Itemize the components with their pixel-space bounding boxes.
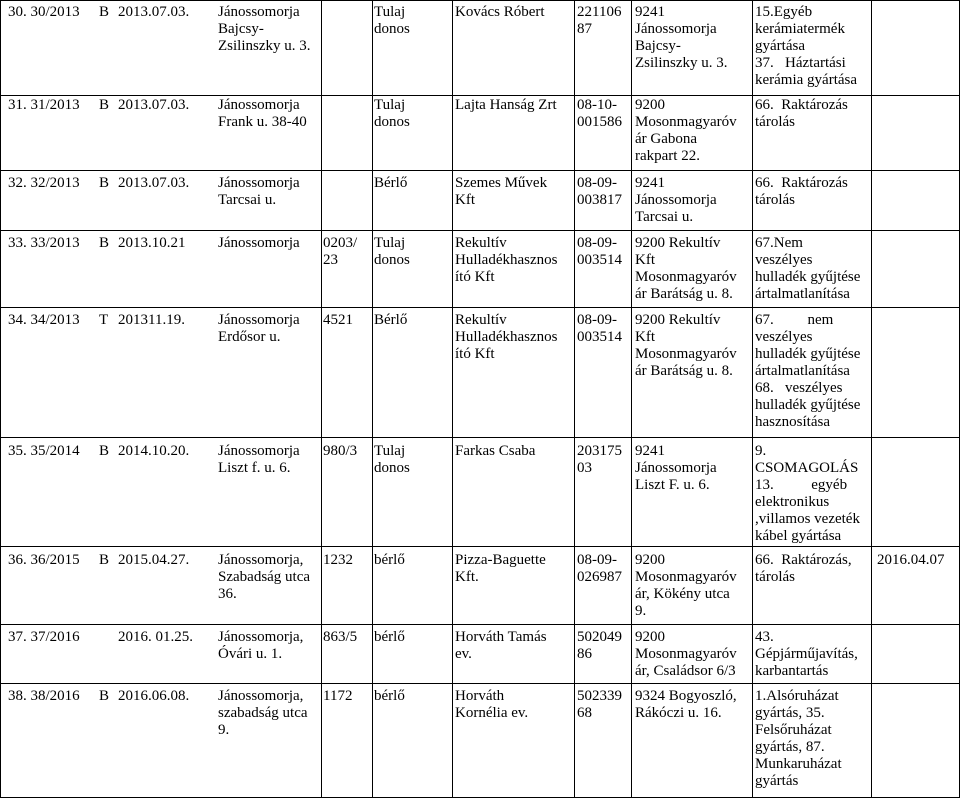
cell-entry-number xyxy=(8,235,98,252)
cell-line: hasznosítása xyxy=(755,414,830,430)
cell-tax-number xyxy=(577,629,633,663)
cell-operator-address xyxy=(635,4,753,72)
cell-operator-address xyxy=(635,97,753,165)
cell-line: 1.Alsóruházat xyxy=(755,688,839,704)
cell-line: 13. egyéb xyxy=(755,477,848,493)
row-border xyxy=(0,546,960,547)
cell-line: Tulaj xyxy=(374,4,406,20)
cell-line: kerámia gyártása xyxy=(755,72,858,88)
cell-line: 43. xyxy=(755,629,774,645)
cell-line: Szabadság utca xyxy=(218,569,311,585)
cell-activity xyxy=(755,4,873,89)
cell-line: gyártás, 87. xyxy=(755,739,825,755)
cell-site-address xyxy=(218,443,321,477)
cell-line: Horváth xyxy=(455,688,505,704)
cell-line: 502049 xyxy=(577,629,622,645)
cell-line: 221106 xyxy=(577,4,622,20)
cell-ownership xyxy=(374,312,452,329)
cell-line: Kovács Róbert xyxy=(455,4,545,20)
cell-activity xyxy=(755,552,873,586)
cell-line: 003514 xyxy=(577,252,622,268)
cell-ownership xyxy=(374,97,452,131)
cell-closing-date xyxy=(877,552,957,569)
row-border xyxy=(0,437,960,438)
cell-tax-number xyxy=(577,552,633,586)
cell-line: Tarcsai u. xyxy=(635,209,694,225)
cell-line: 2013.07.03. xyxy=(118,175,190,191)
cell-line: 2013.10.21 xyxy=(118,235,186,251)
cell-line: Jánossomorja xyxy=(635,21,717,37)
cell-line: 2014.10.20. xyxy=(118,443,190,459)
cell-type-code xyxy=(99,175,115,192)
cell-operator-address xyxy=(635,235,753,303)
cell-registration-date xyxy=(118,688,216,705)
cell-tax-number xyxy=(577,97,633,131)
cell-tax-number xyxy=(577,4,633,38)
cell-operator-name xyxy=(455,629,573,663)
cell-line: ár, Kökény utca xyxy=(635,586,730,602)
cell-operator-name xyxy=(455,4,573,21)
cell-line: ártalmatlanítása xyxy=(755,363,850,379)
cell-line: ár Gabona xyxy=(635,131,698,147)
cell-entry-number xyxy=(8,688,98,705)
cell-line: 08-09- xyxy=(577,312,617,328)
cell-line: Mosonmagyaróv xyxy=(635,569,737,585)
cell-line: 2015.04.27. xyxy=(118,552,190,568)
row-border xyxy=(0,307,960,308)
cell-ownership xyxy=(374,552,452,569)
cell-entry-number xyxy=(8,175,98,192)
cell-line: 35. 35/2014 xyxy=(8,443,80,459)
cell-line: 67. nem xyxy=(755,312,834,328)
cell-line: B xyxy=(99,443,110,459)
cell-line: Mosonmagyaróv xyxy=(635,269,737,285)
cell-line: 23 xyxy=(323,252,338,268)
cell-type-code xyxy=(99,235,115,252)
cell-line: 980/3 xyxy=(323,443,358,459)
cell-line: 9. xyxy=(635,603,647,619)
cell-registration-date xyxy=(118,629,216,646)
cell-line: Bérlő xyxy=(374,175,408,191)
cell-registration-date xyxy=(118,552,216,569)
cell-parcel-number xyxy=(323,235,371,269)
cell-line: Kft. xyxy=(455,569,479,585)
cell-line: 9324 Bogyoszló, xyxy=(635,688,737,704)
cell-line: Rákóczi u. 16. xyxy=(635,705,722,721)
cell-line: Bajcsy- xyxy=(635,38,681,54)
cell-line: gyártás, 35. xyxy=(755,705,825,721)
cell-line: Bérlő xyxy=(374,312,408,328)
cell-line: donos xyxy=(374,460,410,476)
cell-line: 66. Raktározás xyxy=(755,175,848,191)
cell-line: T xyxy=(99,312,109,328)
cell-line: tárolás xyxy=(755,569,795,585)
cell-operator-address xyxy=(635,443,753,494)
cell-line: 026987 xyxy=(577,569,622,585)
cell-site-address xyxy=(218,688,321,739)
cell-line: Mosonmagyaróv xyxy=(635,114,737,130)
cell-line: 37. 37/2016 xyxy=(8,629,80,645)
cell-line: 2013.07.03. xyxy=(118,4,190,20)
cell-line: donos xyxy=(374,21,410,37)
cell-line: 502339 xyxy=(577,688,622,704)
cell-operator-name xyxy=(455,443,573,460)
cell-line: 203175 xyxy=(577,443,622,459)
cell-type-code xyxy=(99,552,115,569)
cell-line: 34. 34/2013 xyxy=(8,312,80,328)
cell-line: B xyxy=(99,97,110,113)
row-border xyxy=(0,170,960,171)
cell-line: gyártás xyxy=(755,773,799,789)
cell-operator-name xyxy=(455,235,573,286)
cell-site-address xyxy=(218,629,321,663)
cell-line: Lajta Hanság Zrt xyxy=(455,97,557,113)
cell-tax-number xyxy=(577,688,633,722)
cell-registration-date xyxy=(118,312,216,329)
cell-line: ev. xyxy=(455,646,472,662)
cell-line: bérlő xyxy=(374,552,405,568)
cell-line: donos xyxy=(374,114,410,130)
cell-line: kábel gyártása xyxy=(755,528,842,544)
row-border xyxy=(0,0,960,1)
cell-line: 9200 xyxy=(635,629,665,645)
cell-line: 9241 xyxy=(635,4,665,20)
cell-line: Jánossomorja xyxy=(218,175,300,191)
cell-ownership xyxy=(374,443,452,477)
column-border xyxy=(0,0,1,798)
cell-line: 68. veszélyes xyxy=(755,380,843,396)
cell-line: Tulaj xyxy=(374,443,406,459)
cell-registration-date xyxy=(118,175,216,192)
cell-line: Jánossomorja xyxy=(218,235,300,251)
cell-activity xyxy=(755,175,873,209)
cell-line: Hulladékhasznos xyxy=(455,329,558,345)
cell-line: Liszt F. u. 6. xyxy=(635,477,710,493)
cell-line: Horváth Tamás xyxy=(455,629,547,645)
cell-line: Jánossomorja xyxy=(218,443,300,459)
cell-ownership xyxy=(374,4,452,38)
row-border xyxy=(0,95,960,96)
cell-line: Rekultív xyxy=(455,312,507,328)
cell-line: tárolás xyxy=(755,192,795,208)
cell-site-address xyxy=(218,235,321,252)
cell-line: Tulaj xyxy=(374,97,406,113)
cell-line: ító Kft xyxy=(455,346,495,362)
cell-entry-number xyxy=(8,97,98,114)
cell-operator-name xyxy=(455,175,573,209)
cell-line: Szemes Művek xyxy=(455,175,548,191)
cell-line: Jánossomorja, xyxy=(218,629,304,645)
cell-line: Kft xyxy=(635,252,655,268)
cell-entry-number xyxy=(8,312,98,329)
cell-line: 1172 xyxy=(323,688,353,704)
column-border xyxy=(574,0,575,798)
cell-line: ár Barátság u. 8. xyxy=(635,363,733,379)
cell-line: hulladék gyűjtése xyxy=(755,346,861,362)
cell-operator-address xyxy=(635,312,753,380)
cell-tax-number xyxy=(577,175,633,209)
cell-line: gyártása xyxy=(755,38,805,54)
cell-ownership xyxy=(374,629,452,646)
cell-tax-number xyxy=(577,312,633,346)
cell-line: Hulladékhasznos xyxy=(455,252,558,268)
cell-line: Jánossomorja xyxy=(635,460,717,476)
column-border xyxy=(321,0,322,798)
cell-line: Zsilinszky u. 3. xyxy=(635,55,728,71)
cell-operator-name xyxy=(455,688,573,722)
cell-line: 003514 xyxy=(577,329,622,345)
cell-line: 2013.07.03. xyxy=(118,97,190,113)
cell-line: B xyxy=(99,235,110,251)
cell-line: donos xyxy=(374,252,410,268)
cell-line: 66. Raktározás xyxy=(755,97,848,113)
cell-line: 87 xyxy=(577,21,592,37)
cell-line: Munkaruházat xyxy=(755,756,842,772)
cell-type-code xyxy=(99,97,115,114)
cell-line: Liszt f. u. 6. xyxy=(218,460,291,476)
cell-line: 9200 xyxy=(635,552,665,568)
cell-line: Óvári u. 1. xyxy=(218,646,283,662)
cell-line: 9. xyxy=(755,443,767,459)
cell-line: Kft xyxy=(635,329,655,345)
cell-operator-name xyxy=(455,552,573,586)
cell-parcel-number xyxy=(323,443,371,460)
cell-parcel-number xyxy=(323,552,371,569)
cell-registration-date xyxy=(118,97,216,114)
cell-line: Zsilinszky u. 3. xyxy=(218,38,311,54)
cell-line: 9241 xyxy=(635,443,665,459)
cell-line: hulladék gyűjtése xyxy=(755,397,861,413)
cell-line: 001586 xyxy=(577,114,622,130)
cell-ownership xyxy=(374,688,452,705)
cell-line: rakpart 22. xyxy=(635,148,700,164)
cell-operator-name xyxy=(455,97,573,114)
cell-entry-number xyxy=(8,629,98,646)
cell-type-code xyxy=(99,443,115,460)
cell-line: Jánossomorja, xyxy=(218,552,304,568)
cell-line: Jánossomorja xyxy=(635,192,717,208)
cell-line: Mosonmagyaróv xyxy=(635,646,737,662)
cell-line: hulladék gyűjtése xyxy=(755,269,861,285)
cell-line: 36. 36/2015 xyxy=(8,552,80,568)
cell-line: kerámiatermék xyxy=(755,21,845,37)
cell-operator-address xyxy=(635,629,753,680)
cell-line: elektronikus xyxy=(755,494,830,510)
cell-entry-number xyxy=(8,443,98,460)
cell-line: Jánossomorja xyxy=(218,4,300,20)
cell-tax-number xyxy=(577,235,633,269)
cell-entry-number xyxy=(8,552,98,569)
cell-line: Erdősor u. xyxy=(218,329,281,345)
column-border xyxy=(452,0,453,798)
cell-line: 36. xyxy=(218,586,237,602)
cell-line: Tarcsai u. xyxy=(218,192,277,208)
cell-line: Farkas Csaba xyxy=(455,443,536,459)
row-border xyxy=(0,624,960,625)
cell-line: 37. Háztartási xyxy=(755,55,846,71)
cell-line: 30. 30/2013 xyxy=(8,4,80,20)
cell-line: karbantartás xyxy=(755,663,829,679)
cell-line: szabadság utca xyxy=(218,705,308,721)
cell-line: 38. 38/2016 xyxy=(8,688,80,704)
cell-line: ártalmatlanítása xyxy=(755,286,850,302)
cell-site-address xyxy=(218,97,321,131)
cell-line: B xyxy=(99,175,110,191)
cell-activity xyxy=(755,629,873,680)
cell-site-address xyxy=(218,4,321,55)
cell-activity xyxy=(755,688,873,790)
cell-line: 4521 xyxy=(323,312,353,328)
cell-line: Kft xyxy=(455,192,475,208)
cell-line: Jánossomorja, xyxy=(218,688,304,704)
cell-activity xyxy=(755,235,873,303)
cell-line: ár Barátság u. 8. xyxy=(635,286,733,302)
cell-line: 0203/ xyxy=(323,235,358,251)
cell-parcel-number xyxy=(323,312,371,329)
cell-line: 08-10- xyxy=(577,97,617,113)
cell-line: Frank u. 38-40 xyxy=(218,114,307,130)
cell-line: tárolás xyxy=(755,114,795,130)
cell-line: veszélyes xyxy=(755,252,813,268)
cell-line: bérlő xyxy=(374,688,405,704)
cell-line: 9241 xyxy=(635,175,665,191)
cell-line: Kornélia ev. xyxy=(455,705,529,721)
cell-site-address xyxy=(218,312,321,346)
cell-line: Gépjárműjavítás, xyxy=(755,646,858,662)
cell-line: Tulaj xyxy=(374,235,406,251)
cell-type-code xyxy=(99,4,115,21)
cell-line: 1232 xyxy=(323,552,353,568)
cell-line: bérlő xyxy=(374,629,405,645)
cell-site-address xyxy=(218,552,321,603)
cell-operator-name xyxy=(455,312,573,363)
cell-type-code xyxy=(99,312,115,329)
cell-activity xyxy=(755,443,873,545)
cell-line: 08-09- xyxy=(577,175,617,191)
cell-ownership xyxy=(374,175,452,192)
cell-line: 9200 Rekultív xyxy=(635,312,721,328)
cell-line: 31. 31/2013 xyxy=(8,97,80,113)
cell-line: Rekultív xyxy=(455,235,507,251)
cell-line: 66. Raktározás, xyxy=(755,552,852,568)
cell-parcel-number xyxy=(323,688,371,705)
cell-operator-address xyxy=(635,175,753,226)
cell-line: B xyxy=(99,552,110,568)
cell-registration-date xyxy=(118,443,216,460)
cell-ownership xyxy=(374,235,452,269)
cell-line: 9200 xyxy=(635,97,665,113)
cell-line: 03 xyxy=(577,460,592,476)
cell-site-address xyxy=(218,175,321,209)
row-border xyxy=(0,230,960,231)
cell-line: Jánossomorja xyxy=(218,97,300,113)
cell-line: Mosonmagyaróv xyxy=(635,346,737,362)
cell-line: B xyxy=(99,688,110,704)
cell-line: 67.Nem xyxy=(755,235,803,251)
cell-line: ító Kft xyxy=(455,269,495,285)
cell-line: 15.Egyéb xyxy=(755,4,813,20)
cell-line: Jánossomorja xyxy=(218,312,300,328)
cell-line: 003817 xyxy=(577,192,622,208)
cell-operator-address xyxy=(635,552,753,620)
cell-line: 33. 33/2013 xyxy=(8,235,80,251)
cell-line: 863/5 xyxy=(323,629,358,645)
cell-line: veszélyes xyxy=(755,329,813,345)
cell-line: 86 xyxy=(577,646,592,662)
cell-line: 2016.06.08. xyxy=(118,688,190,704)
cell-line: 68 xyxy=(577,705,592,721)
cell-line: B xyxy=(99,4,110,20)
cell-line: 32. 32/2013 xyxy=(8,175,80,191)
cell-line: ,villamos vezeték xyxy=(755,511,860,527)
column-border xyxy=(372,0,373,798)
cell-line: Felsőruházat xyxy=(755,722,832,738)
cell-activity xyxy=(755,97,873,131)
cell-line: CSOMAGOLÁS xyxy=(755,460,859,476)
cell-line: 2016.04.07 xyxy=(877,552,945,568)
cell-registration-date xyxy=(118,4,216,21)
row-border xyxy=(0,683,960,684)
cell-line: 08-09- xyxy=(577,235,617,251)
cell-registration-date xyxy=(118,235,216,252)
cell-line: 9200 Rekultív xyxy=(635,235,721,251)
cell-line: 08-09- xyxy=(577,552,617,568)
cell-operator-address xyxy=(635,688,753,722)
cell-line: 2016. 01.25. xyxy=(118,629,193,645)
cell-line: Pizza-Baguette xyxy=(455,552,546,568)
cell-parcel-number xyxy=(323,629,371,646)
cell-line: 9. xyxy=(218,722,230,738)
cell-line: ár, Családsor 6/3 xyxy=(635,663,736,679)
cell-activity xyxy=(755,312,873,431)
cell-tax-number xyxy=(577,443,633,477)
cell-line: 201311.19. xyxy=(118,312,185,328)
cell-type-code xyxy=(99,688,115,705)
cell-entry-number xyxy=(8,4,98,21)
cell-line: Bajcsy- xyxy=(218,21,264,37)
